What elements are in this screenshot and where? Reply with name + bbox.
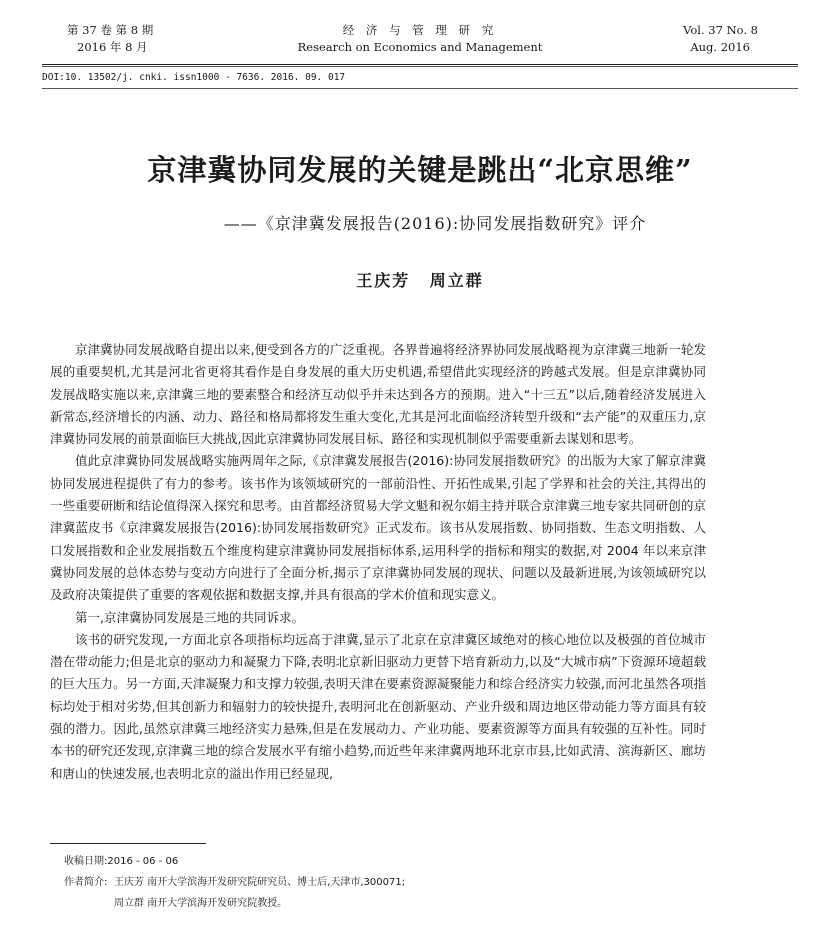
author-note-2: 周立群 南开大学滨海开发研究院教授。	[114, 898, 288, 909]
paragraph: 京津冀协同发展战略自提出以来,便受到各方的广泛重视。各界普遍将经济界协同发展战略视为京津冀三地新一轮发展的重要契机,尤其是河北省更将其看作是自身发展的重大历史机遇,希望借此实现经济的跨越式发展。但是京津冀协同发展战略实施以来,京津冀三地的要素整合和经济互动似乎并未达到各方的预期。进入“十三五”以后,随着经济发展进入新常态,经济增长的内涵、动力、路径和格局都将发生重大变化,尤其是河北面临经济转型升级和“去产能”的双重压力,京津冀协同发展的前景面临巨大挑战,因此京津冀协同发展目标、路径和实现机制似乎需要重新去谋划和思考。	[50, 342, 706, 447]
doi-rule	[42, 88, 798, 89]
article-body	[50, 339, 706, 785]
journal-name-cn: 经 济 与 管 理 研 究	[342, 23, 498, 37]
article-title: 京津冀协同发展的关键是跳出“北京思维”	[147, 153, 693, 187]
article-subtitle: ——《京津冀发展报告(2016):协同发展指数研究》评介	[223, 214, 647, 233]
author-note-label: 作者简介:	[64, 877, 108, 888]
paragraph: 该书的研究发现,一方面北京各项指标均远高于津冀,显示了北京在京津冀区域绝对的核心地位以及极强的首位城市潜在带动能力;但是北京的驱动力和凝聚力下降,表明北京新旧驱动力更替下培育新动力,以及“大城市病”下资源环境超载的巨大压力。另一方面,天津凝聚力和支撑力较强,表明天津在要素资源凝聚能力和综合经济实力较强,而河北虽然各项指标均处于相对劣势,但其创新力和辐射力的较快提升,表明河北在创新驱动、产业升级和周边地区带动能力等方面具有较强的潜力。因此,虽然京津冀三地经济实力悬殊,但是在发展动力、产业功能、要素资源等方面具有较强的互补性。同时本书的研究还发现,京津冀三地的综合发展水平有缩小趋势,而近些年来津冀两地环北京市县,比如武清、滨海新区、廊坊和唐山的快速发展,也表明北京的溢出作用已经显现,	[50, 631, 706, 781]
received-date: 收稿日期:2016 - 06 - 06	[64, 856, 179, 867]
paragraph: 第一,京津冀协同发展是三地的共同诉求。	[75, 609, 304, 625]
header-rule	[42, 64, 798, 65]
doi: DOI:10. 13502/j. cnki. issn1000 - 7636. 2016. 09. 017	[42, 72, 346, 83]
journal-header	[42, 22, 798, 62]
issue-date-cn: 2016 年 8 月	[77, 40, 148, 54]
volume-issue: 第 37 卷 第 8 期	[67, 23, 154, 37]
volume-issue-en: Vol. 37 No. 8	[683, 23, 758, 37]
journal-name-en: Research on Economics and Management	[297, 40, 543, 54]
header-rule-thin	[42, 66, 798, 67]
issue-date-en: Aug. 2016	[690, 40, 750, 54]
paragraph: 值此京津冀协同发展战略实施两周年之际,《京津冀发展报告(2016):协同发展指数研究》的出版为大家了解京津冀协同发展进程提供了有力的参考。该书作为该领域研究的一部前沿性、开拓性成果,引起了学界和社会的关注,其得出的一些重要研断和结论值得深入探究和思考。由首都经济贸易大学文魁和祝尔娟主持并联合京津冀三地专家共同研创的京津冀蓝皮书《京津冀发展报告(2016):协同发展指数研究》正式发布。该书从发展指数、协同指数、生态文明指数、人口发展指数和企业发展指数五个维度构建京津冀协同发展指标体系,运用科学的指标和翔实的数据,对 2004 年以来京津冀协同发展的总体态势与变动方向进行了全面分析,揭示了京津冀协同发展的现状、问题以及最新进展,为该领域研究以及政府决策提供了重要的客观依据和数据支撑,并具有很高的学术价值和现实意义。	[50, 453, 706, 603]
article-authors: 王庆芳 周立群	[356, 271, 484, 290]
footnote-rule	[50, 843, 206, 844]
author-note-1: 王庆芳 南开大学滨海开发研究院研究员、博士后,天津市,300071;	[114, 877, 406, 888]
header-right	[683, 22, 758, 56]
